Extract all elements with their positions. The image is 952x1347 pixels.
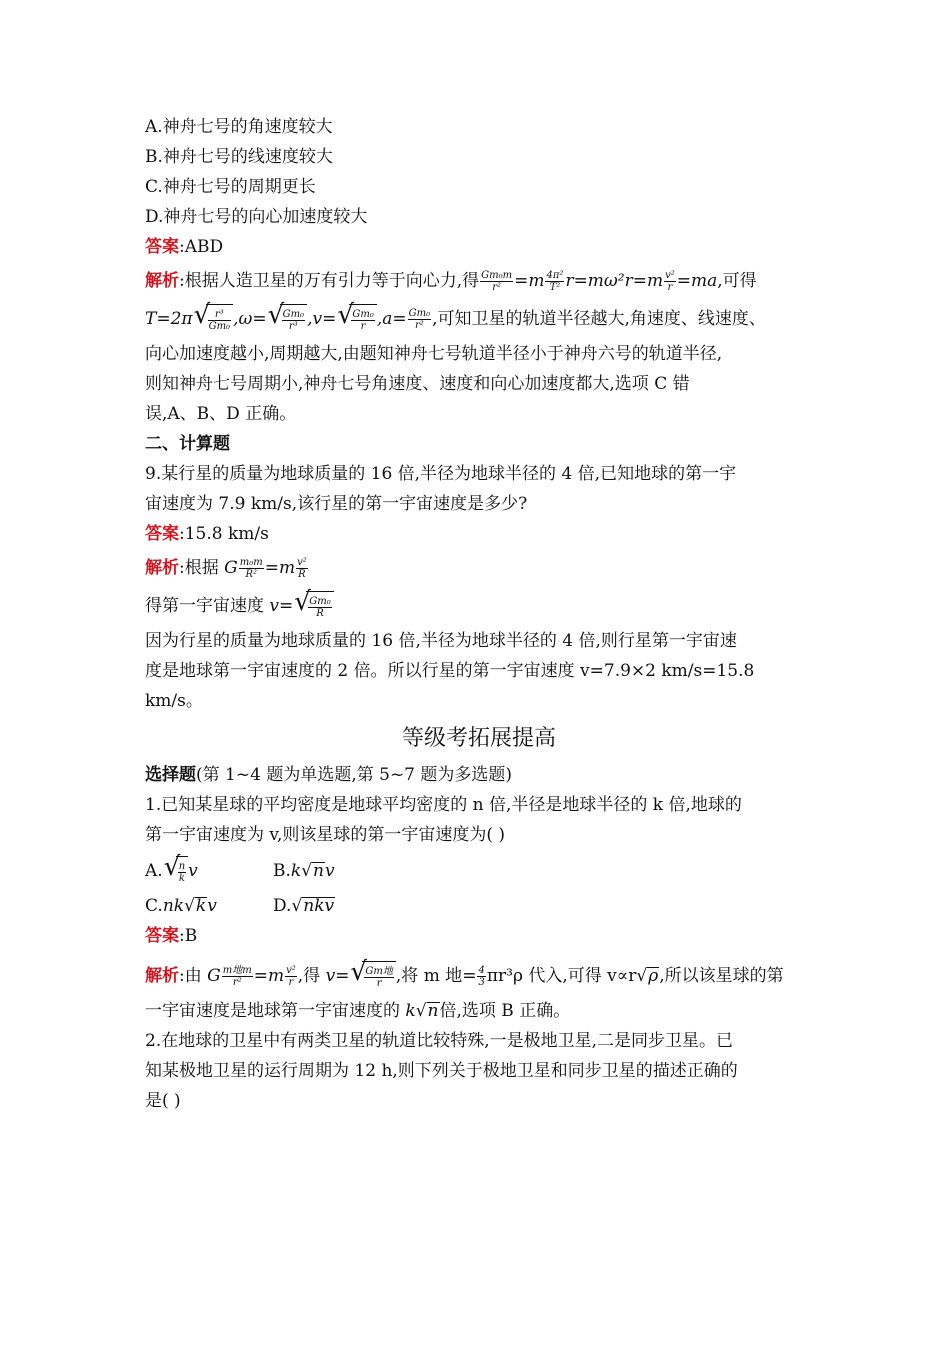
option-d: D.神舟七号的向心加速度较大 — [145, 207, 368, 227]
formula: G $\frac{\text{m₀m}}{\text{R²}}$ =m $\frac{\text{v²}}{R}$ — [224, 557, 307, 580]
q9-answer — [145, 519, 813, 549]
option-a: A.神舟七号的角速度较大 — [145, 117, 333, 137]
fraction: $\frac{4}{3}$ — [478, 965, 485, 988]
q9-analysis-line5: km/s。 — [145, 691, 203, 711]
section-title: 等级考拓展提高 — [401, 726, 556, 751]
formula: v= √ $\frac{\text{Gm₀}}{R}$ — [269, 596, 333, 616]
formula: T=2π √ $\frac{\text{r³}}{\text{Gm₀}}$ ,ω= √ $\frac{\text{Gm₀}}{\text{r³}}$ ,v= √ $\frac{\text{Gm₀}}{r}$ ,a= $\frac{\text{Gm₀}}{\text{r²}}$ — [145, 309, 432, 329]
q1-answer — [145, 921, 813, 951]
answer-label: 答案 — [145, 237, 179, 257]
formula: $\frac{\text{Gm₀m}}{\text{r²}}$ =m $\frac{\text{4π²}}{\text{T²}}$ r=mω²r=m $\frac{\text{v²}}{r}$ =ma — [481, 270, 718, 293]
option-c: C.神舟七号的周期更长 — [145, 177, 316, 197]
q9-analysis-line2: 得第一宇宙速度 v= √ $\frac{\text{Gm₀}}{R}$ — [145, 591, 813, 622]
q1-option-b: B.k√nv — [273, 861, 335, 881]
q8-analysis-line5: 误,A、B、D 正确。 — [145, 404, 297, 424]
analysis-label: 解析 — [145, 558, 179, 578]
q2-stem-line1: 2.在地球的卫星中有两类卫星的轨道比较特殊,一是极地卫星,二是同步卫星。已 — [145, 1031, 734, 1051]
answer-label: 答案 — [145, 926, 179, 946]
q1-option-a: A. √ $\frac{n}{k}$ v — [145, 856, 273, 887]
q9-stem-line1: 9.某行星的质量为地球质量的 16 倍,半径为地球半径的 4 倍,已知地球的第一宇 — [145, 464, 737, 484]
answer-label: 答案 — [145, 524, 179, 544]
formula: v= √ $\frac{\text{Gm地}}{r}$ — [326, 966, 396, 986]
q8-analysis-line2: T=2π √ $\frac{\text{r³}}{\text{Gm₀}}$ ,ω= √ $\frac{\text{Gm₀}}{\text{r³}}$ ,v= √ $\frac{\text{Gm₀}}{r}$ ,a= $\frac{\text{Gm₀}}{\text{r²}}$ ,可知卫星的轨道半径越大,角速度、线速度、 — [145, 304, 813, 335]
q1-options-row1 — [145, 856, 813, 887]
q9-stem-line2: 宙速度为 7.9 km/s,该行星的第一宇宙速度是多少? — [145, 494, 528, 514]
q8-analysis-line4: 则知神舟七号周期小,神舟七号角速度、速度和向心加速度都大,选项 C 错 — [145, 374, 690, 394]
analysis-label: 解析 — [145, 271, 179, 291]
q1-analysis-line1: 解析:由 G $\frac{\text{m地m}}{\text{r²}}$ =m $\frac{\text{v²}}{r}$ ,得 v= √ $\frac{\text{Gm地}}{r}$ ,将 m 地= $\frac{4}{3}$ πr³ρ 代入,可得 v∝r√ρ,所以该星球的第 — [145, 961, 813, 992]
answer-text: :ABD — [179, 237, 224, 257]
q2-stem-line2: 知某极地卫星的运行周期为 12 h,则下列关于极地卫星和同步卫星的描述正确的 — [145, 1061, 738, 1081]
q1-analysis-line2: 一宇宙速度是地球第一宇宙速度的 k√n倍,选项 B 正确。 — [145, 1001, 571, 1021]
formula: G $\frac{\text{m地m}}{\text{r²}}$ =m $\frac{\text{v²}}{r}$ — [207, 965, 296, 988]
q1-stem-line2: 第一宇宙速度为 v,则该星球的第一宇宙速度为( ) — [145, 825, 506, 845]
answer-text: :B — [179, 926, 198, 946]
option-b: B.神舟七号的线速度较大 — [145, 147, 333, 167]
document-page — [145, 112, 813, 1116]
q8-analysis-line3: 向心加速度越小,周期越大,由题知神舟七号轨道半径小于神舟六号的轨道半径, — [145, 344, 723, 364]
q9-analysis-line3: 因为行星的质量为地球质量的 16 倍,半径为地球半径的 4 倍,则行星第一宇宙速 — [145, 631, 737, 651]
answer-text: :15.8 km/s — [179, 524, 269, 544]
section-heading: 二、计算题 — [145, 434, 230, 454]
analysis-label: 解析 — [145, 966, 179, 986]
q1-stem-line1: 1.已知某星球的平均密度是地球平均密度的 n 倍,半径是地球半径的 k 倍,地球的 — [145, 795, 742, 815]
q1-options-row2 — [145, 891, 813, 921]
q8-answer — [145, 232, 813, 262]
q9-analysis-line4: 度是地球第一宇宙速度的 2 倍。所以行星的第一宇宙速度 v=7.9×2 km/s=15.8 — [145, 661, 755, 681]
q8-analysis-line1: 解析:根据人造卫星的万有引力等于向心力,得 $\frac{\text{Gm₀m}}{\text{r²}}$ =m $\frac{\text{4π²}}{\text{T²}}$ r=mω²r=m $\frac{\text{v²}}{r}$ =ma,可得 — [145, 270, 757, 293]
q1-option-d: D.√nkv — [273, 896, 335, 916]
choice-note: (第 1~4 题为单选题,第 5~7 题为多选题) — [196, 765, 513, 785]
choice-label: 选择题 — [145, 765, 196, 785]
q9-analysis-line1: 解析:根据 G $\frac{\text{m₀m}}{\text{R²}}$ =m $\frac{\text{v²}}{R}$ — [145, 557, 307, 580]
q2-stem-line3: 是( ) — [145, 1091, 181, 1111]
choice-heading — [145, 760, 813, 790]
q1-option-c: C.nk√kv — [145, 896, 217, 916]
